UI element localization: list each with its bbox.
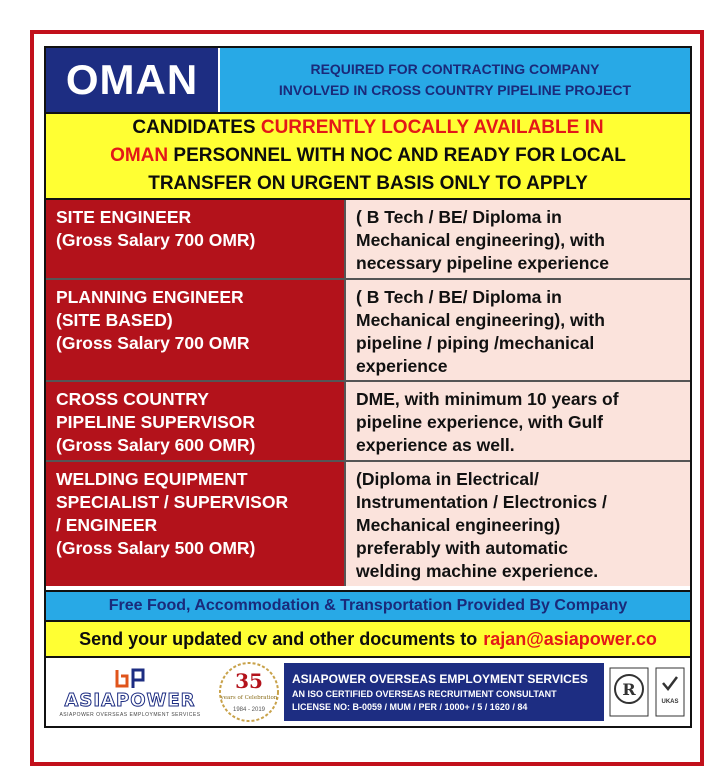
poster-frame (44, 46, 692, 728)
position-title-line: SPECIALIST / SUPERVISOR (56, 492, 289, 512)
position-salary: (Gross Salary 600 OMR) (56, 435, 256, 455)
position-row (46, 382, 690, 462)
anniversary-caption: years of Celebration (220, 695, 278, 701)
requirement-line: experience as well. (356, 435, 515, 455)
position-title (46, 280, 346, 380)
header-line-2: INVOLVED IN CROSS COUNTRY PIPELINE PROJECT (278, 82, 632, 98)
apply-banner (46, 620, 690, 658)
position-row (46, 462, 690, 586)
position-title-line: SITE ENGINEER (56, 207, 192, 227)
registered-cert-icon (609, 667, 649, 717)
position-salary: (Gross Salary 700 OMR) (56, 230, 256, 250)
company-name: ASIAPOWER OVERSEAS EMPLOYMENT SERVICES (292, 672, 588, 686)
position-title-line: PIPELINE SUPERVISOR (56, 412, 256, 432)
certification-marks (604, 658, 690, 726)
requirement-line: ( B Tech / BE/ Diploma in (356, 287, 562, 307)
candidates-country: OMAN (110, 145, 169, 166)
apply-text: Send your updated cv and other documents to (79, 628, 478, 649)
candidates-line-3: TRANSFER ON URGENT BASIS ONLY TO APPLY (148, 173, 588, 194)
requirement-line: Instrumentation / Electronics / (356, 492, 607, 512)
position-title-line: WELDING EQUIPMENT (56, 469, 248, 489)
position-title-line: / ENGINEER (56, 515, 158, 535)
candidates-notice (46, 112, 690, 200)
requirement-line: DME, with minimum 10 years of (356, 389, 619, 409)
position-title-line: (SITE BASED) (56, 310, 173, 330)
requirement-line: experience (356, 356, 448, 376)
requirement-line: welding machine experience. (356, 561, 599, 581)
position-row (46, 200, 690, 280)
candidates-text: CANDIDATES (132, 117, 261, 138)
position-requirements (346, 200, 690, 278)
candidates-line-2 (110, 142, 626, 170)
position-requirements (346, 382, 690, 460)
requirement-line: necessary pipeline experience (356, 253, 609, 273)
asiapower-mark-icon (113, 666, 147, 690)
logo-tagline: ASIAPOWER OVERSEAS EMPLOYMENT SERVICES (59, 712, 201, 718)
poster-border (30, 30, 704, 766)
positions-table (46, 200, 690, 586)
requirement-line: (Diploma in Electrical/ (356, 469, 539, 489)
header (46, 48, 690, 112)
requirement-line: preferably with automatic (356, 538, 568, 558)
benefits-banner: Free Food, Accommodation & Transportation Provided By Company (46, 590, 690, 620)
footer (46, 658, 690, 726)
requirement-line: ( B Tech / BE/ Diploma in (356, 207, 562, 227)
ukas-cert-icon (655, 667, 685, 717)
license-number: LICENSE NO: B-0059 / MUM / PER / 1000+ / 5 / 1620 / 84 (292, 702, 528, 712)
position-salary: (Gross Salary 700 OMR (56, 333, 250, 353)
anniversary-seal-icon (218, 661, 280, 723)
ukas-label: UKAS (661, 699, 679, 705)
position-requirements (346, 462, 690, 586)
requirement-line: pipeline / piping /mechanical (356, 333, 595, 353)
requirement-line: pipeline experience, with Gulf (356, 412, 603, 432)
anniversary-years: 1984 - 2019 (232, 707, 266, 713)
candidates-line-1 (132, 114, 603, 142)
requirement-line: Mechanical engineering) (356, 515, 561, 535)
position-salary: (Gross Salary 500 OMR) (56, 538, 256, 558)
header-requirement (220, 48, 690, 112)
position-requirements (346, 280, 690, 380)
position-title (46, 200, 346, 278)
requirement-line: Mechanical engineering), with (356, 310, 605, 330)
logo-wordmark: ASIAPOWER (64, 690, 196, 711)
cert-mark-letter: R (622, 680, 636, 699)
anniversary-number: 35 (235, 669, 263, 693)
position-title (46, 382, 346, 460)
position-title-line: PLANNING ENGINEER (56, 287, 244, 307)
anniversary-badge (214, 658, 284, 726)
position-title-line: CROSS COUNTRY (56, 389, 209, 409)
candidates-highlight: CURRENTLY LOCALLY AVAILABLE IN (260, 117, 604, 138)
company-logo (46, 658, 214, 726)
requirement-line: Mechanical engineering), with (356, 230, 605, 250)
position-row (46, 280, 690, 382)
country-title: OMAN (46, 48, 220, 112)
position-title (46, 462, 346, 586)
apply-email-link[interactable]: rajan@asiapower.co (483, 628, 657, 649)
iso-statement: AN ISO CERTIFIED OVERSEAS RECRUITMENT CONSULTANT (292, 689, 557, 699)
candidates-text: PERSONNEL WITH NOC AND READY FOR LOCAL (168, 145, 626, 166)
header-line-1: REQUIRED FOR CONTRACTING COMPANY (310, 61, 600, 77)
company-info (284, 663, 604, 721)
